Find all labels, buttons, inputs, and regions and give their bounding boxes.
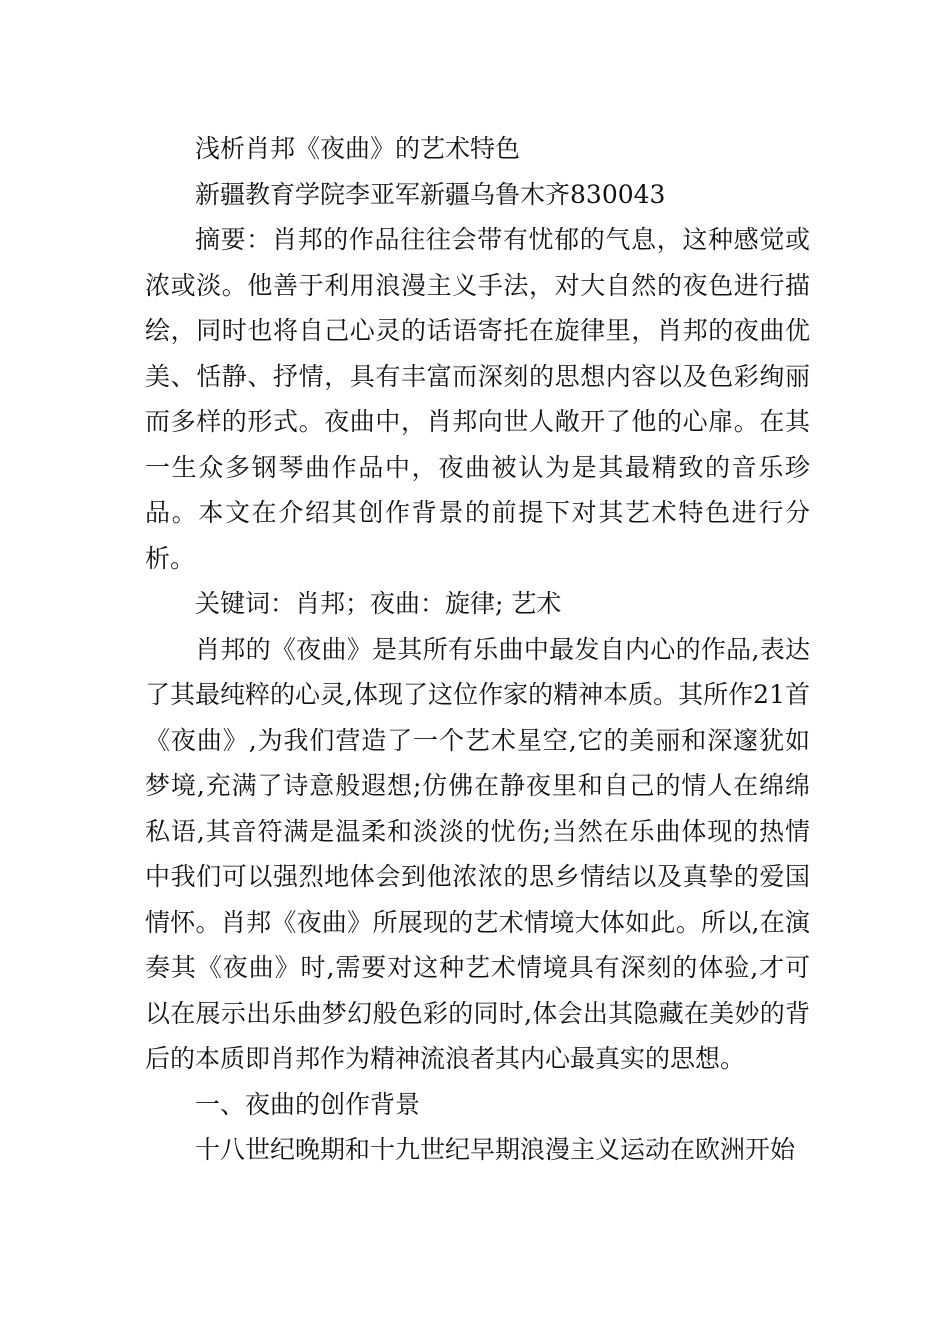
abstract-paragraph: 摘要：肖邦的作品往往会带有忧郁的气息，这种感觉或浓或淡。他善于利用浪漫主义手法，对大自然的夜色进行描绘，同时也将自己心灵的话语寄托在旋律里，肖邦的夜曲优美、恬静、抒情，具有丰富而深刻的思想内容以及色彩绚丽而多样的形式。夜曲中，肖邦向世人敞开了他的心扉。在其一生众多钢琴曲作品中，夜曲被认为是其最精致的音乐珍品。本文在介绍其创作背景的前提下对其艺术特色进行分析。 [145,225,810,573]
body-paragraph: 十八世纪晚期和十九世纪早期浪漫主义运动在欧洲开始 [195,1135,796,1164]
body-paragraph: 肖邦的《夜曲》是其所有乐曲中最发自内心的作品,表达了其最纯粹的心灵,体现了这位作家的精神本质。其所作21首《夜曲》,为我们营造了一个艺术星空,它的美丽和深邃犹如梦境,充满了诗意般遐想;仿佛在静夜里和自己的情人在绵绵私语,其音符满是温柔和淡淡的忧伤;当然在乐曲体现的热情中我们可以强烈地体会到他浓浓的思乡情结以及真挚的爱国情怀。肖邦《夜曲》所展现的艺术情境大体如此。所以,在演奏其《夜曲》时,需要对这种艺术情境具有深刻的体验,才可以在展示出乐曲梦幻般色彩的同时,体会出其隐藏在美妙的背后的本质即肖邦作为精神流浪者其内心最真实的思想。 [145,634,810,1073]
author-affiliation: 新疆教育学院李亚军新疆乌鲁木齐830043 [195,179,666,209]
keywords-line: 关键词：肖邦；夜曲：旋律; 艺术 [195,589,562,618]
document-title: 浅析肖邦《夜曲》的艺术特色 [195,134,521,163]
section-heading: 一、夜曲的创作背景 [195,1089,421,1119]
document-body [145,126,810,1173]
